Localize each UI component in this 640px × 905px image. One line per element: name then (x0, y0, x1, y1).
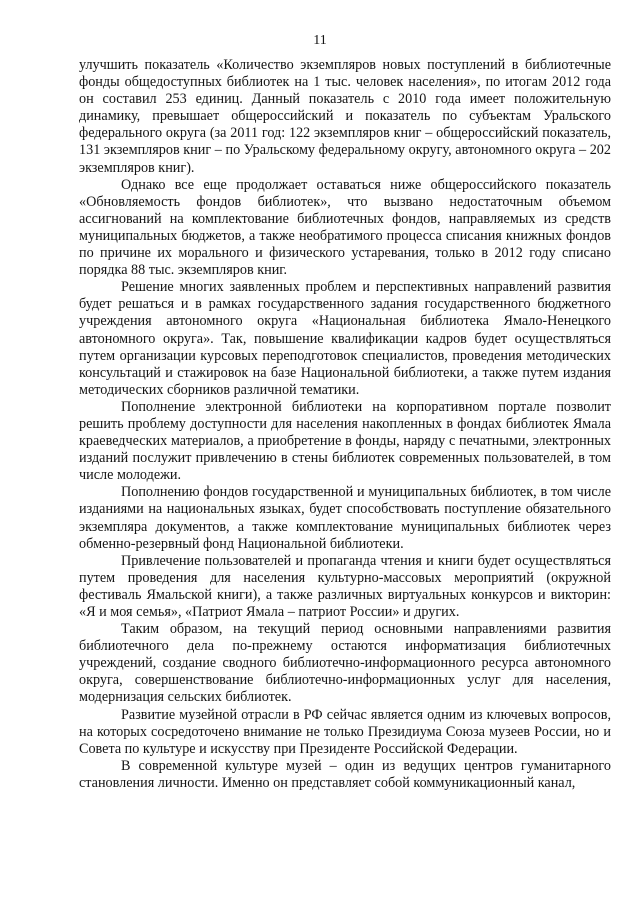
paragraph: Развитие музейной отрасли в РФ сейчас является одним из ключевых вопросов, на которых сосредоточено внимание не только Президиума Союза музеев России, но и Совета по культуре и искусству при Президенте Российской Федерации. (79, 706, 611, 757)
body-text (79, 57, 611, 792)
paragraph: Решение многих заявленных проблем и перспективных направлений развития будет решаться и в рамках государственного задания государственного бюджетного учреждения автономного округа «Национальная библиотека Ямало-Ненецкого автономного округа». Так, повышение квалификации кадров будет осуществляться путем организации курсовых переподготовок специалистов, проведения методических консультаций и стажировок на базе Национальной библиотеки, а также путем издания методических сборников различной тематики. (79, 279, 611, 398)
paragraph: Привлечение пользователей и пропаганда чтения и книги будет осуществляться путем проведения для населения культурно-массовых мероприятий (окружной фестиваль Ямальской книги), а также различных виртуальных конкурсов и викторин: «Я и моя семья», «Патриот Ямала – патриот России» и других. (79, 552, 611, 620)
paragraph: улучшить показатель «Количество экземпляров новых поступлений в библиотечные фонды общедоступных библиотек на 1 тыс. человек населения», по итогам 2012 года он составил 253 единиц. Данный показатель с 2010 года имеет положительную динамику, превышает общероссийский и показатель по субъектам Уральского федерального округа (за 2011 год: 122 экземпляров книг – общероссийский показатель, 131 экземпляров книг – по Уральскому федеральному округу, автономного округа – 202 экземпляров книг). (79, 57, 611, 176)
paragraph: Пополнение электронной библиотеки на корпоративном портале позволит решить проблему доступности для населения накопленных в фондах библиотек Ямала краеведческих материалов, а приобретение в фонды, наряду с печатными, электронных изданий послужит привлечению в стены библиотек современных пользователей, в том числе молодежи. (79, 398, 611, 484)
paragraph: Пополнению фондов государственной и муниципальных библиотек, в том числе изданиями на национальных языках, будет способствовать поступление обязательного экземпляра документов, а также комплектование муниципальных библиотек через обменно-резервный фонд Национальной библиотеки. (79, 484, 611, 552)
paragraph: Однако все еще продолжает оставаться ниже общероссийского показатель «Обновляемость фондов библиотек», что вызвано недостаточным объемом ассигнований на комплектование библиотечных фондов, направляемых из средств муниципальных бюджетов, а также необратимого процесса списания книжных фондов по причине их морального и физического устаревания, только в 2012 году списано порядка 88 тыс. экземпляров книг. (79, 176, 611, 279)
paragraph: Таким образом, на текущий период основными направлениями развития библиотечного дела по-прежнему остаются информатизация библиотечных учреждений, создание сводного библиотечно-информационного ресурса автономного округа, совершенствование библиотечно-информационных услуг для населения, модернизация сельских библиотек. (79, 621, 611, 706)
paragraph: В современной культуре музей – один из ведущих центров гуманитарного становления личности. Именно он представляет собой коммуникационный канал, (79, 757, 611, 791)
page-number: 11 (313, 33, 327, 48)
